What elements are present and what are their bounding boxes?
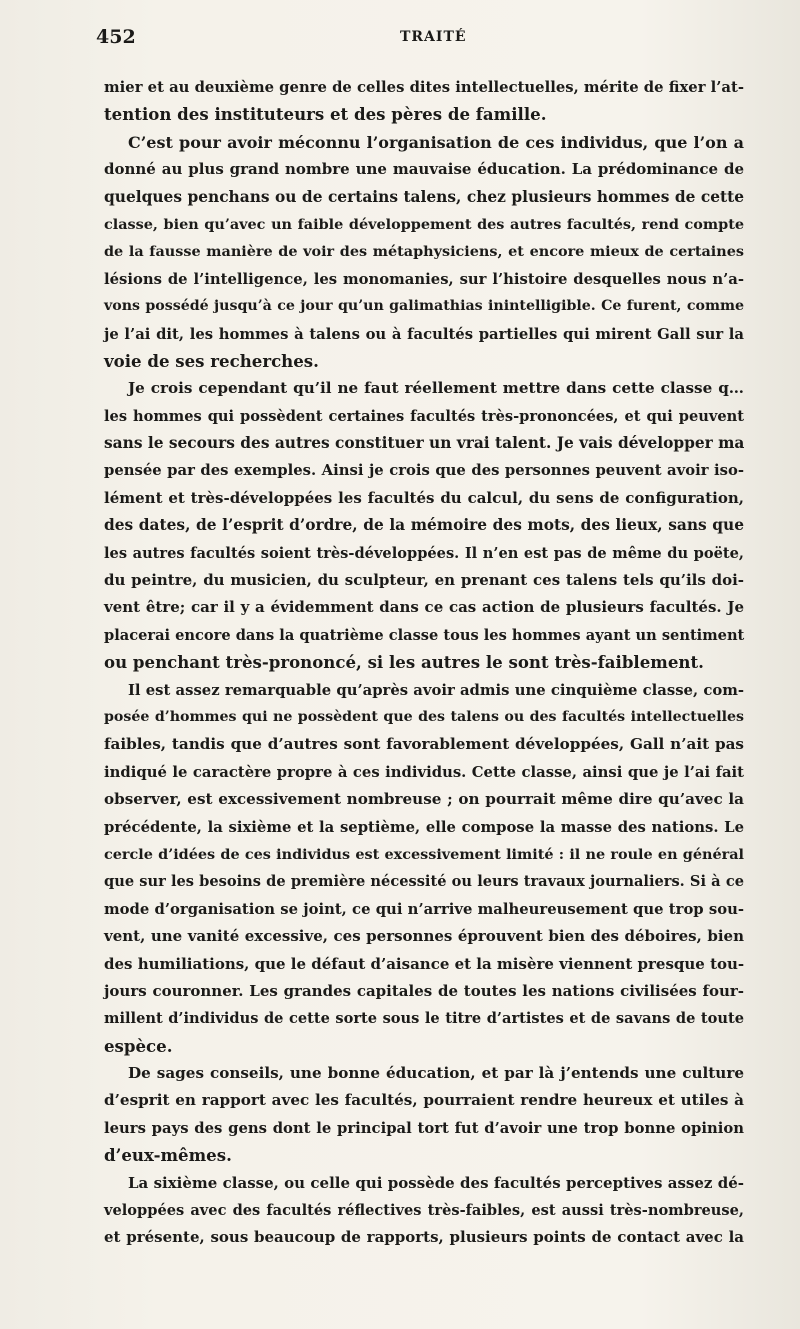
text-line: je l’ai dit, les hommes à talens ou à facultés partielles qui mirent Gall sur la xyxy=(104,325,744,343)
text-line: tention des instituteurs et des pères de famille. xyxy=(104,104,547,125)
text-line: précédente, la sixième et la septième, elle compose la masse des nations. Le xyxy=(104,818,744,836)
text-line: quelques penchans ou de certains talens, chez plusieurs hommes de cette xyxy=(104,187,744,206)
text-line: lément et très-développées les facultés du calcul, du sens de configuration, xyxy=(104,488,744,507)
text-line: que sur les besoins de première nécessité ou leurs travaux journaliers. Si à ce xyxy=(104,873,744,891)
text-line: jours couronner. Les grandes capitales de toutes les nations civilisées four- xyxy=(104,981,744,1000)
text-line: Je crois cependant qu’il ne faut réellement mettre dans cette classe q… xyxy=(128,379,744,398)
text-line: observer, est excessivement nombreuse ; on pourrait même dire qu’avec la xyxy=(104,790,744,809)
text-line: ou penchant très-prononcé, si les autres le sont très-faiblement. xyxy=(104,652,704,673)
body-text xyxy=(104,74,744,1252)
text-line: mode d’organisation se joint, ce qui n’arrive malheureusement que trop sou- xyxy=(104,900,744,918)
text-line: mier et au deuxième genre de celles dites intellectuelles, mérite de fixer l’at- xyxy=(104,79,744,96)
text-line: du peintre, du musicien, du sculpteur, en prenant ces talens tels qu’ils doi- xyxy=(104,571,744,590)
text-line: donné au plus grand nombre une mauvaise éducation. La prédominance de xyxy=(104,160,744,179)
text-line: d’eux-mêmes. xyxy=(104,1145,232,1166)
text-line: des dates, de l’esprit d’ordre, de la mémoire des mots, des lieux, sans que xyxy=(104,516,744,535)
text-line: voie de ses recherches. xyxy=(104,350,319,371)
page-number: 452 xyxy=(96,26,136,48)
text-line: Il est assez remarquable qu’après avoir admis une cinquième classe, com- xyxy=(128,681,744,699)
text-line: les hommes qui possèdent certaines facultés très-prononcées, et qui peuvent xyxy=(104,407,744,425)
text-line: indiqué le caractère propre à ces individus. Cette classe, ainsi que je l’ai fait xyxy=(104,763,744,781)
text-line: posée d’hommes qui ne possèdent que des talens ou des facultés intellectuelles xyxy=(104,708,744,725)
text-line: et présente, sous beaucoup de rapports, plusieurs points de contact avec la xyxy=(104,1228,744,1247)
text-line: leurs pays des gens dont le principal tort fut d’avoir une trop bonne opinion xyxy=(104,1119,744,1137)
text-line: d’esprit en rapport avec les facultés, pourraient rendre heureux et utiles à xyxy=(104,1091,744,1110)
text-line: des humiliations, que le défaut d’aisance et la misère viennent presque tou- xyxy=(104,954,745,973)
running-title: TRAITÉ xyxy=(400,29,467,45)
text-line: de la fausse manière de voir des métaphysiciens, et encore mieux de certaines xyxy=(104,243,744,261)
text-line: cercle d’idées de ces individus est excessivement limité : il ne roule en général xyxy=(104,845,744,863)
text-line: classe, bien qu’avec un faible développement des autres facultés, rend compte xyxy=(104,215,744,233)
text-line: vons possédé jusqu’à ce jour qu’un galimathias inintelligible. Ce furent, comme xyxy=(104,298,744,315)
text-line: vent être; car il y a évidemment dans ce cas action de plusieurs facultés. Je xyxy=(104,598,744,617)
text-line: La sixième classe, ou celle qui possède des facultés perceptives assez dé- xyxy=(128,1173,744,1192)
text-line: faibles, tandis que d’autres sont favorablement développées, Gall n’ait pas xyxy=(104,735,744,754)
text-line: vent, une vanité excessive, ces personnes éprouvent bien des déboires, bien xyxy=(104,927,744,946)
page-header xyxy=(96,26,736,56)
text-line: lésions de l’intelligence, les monomanies, sur l’histoire desquelles nous n’a- xyxy=(104,270,744,288)
text-line: sans le secours des autres constituer un vrai talent. Je vais développer ma xyxy=(104,434,745,453)
text-line: C’est pour avoir méconnu l’organisation de ces individus, que l’on a xyxy=(128,132,744,152)
text-line: espèce. xyxy=(104,1035,173,1056)
text-line: millent d’individus de cette sorte sous le titre d’artistes et de savans de toute xyxy=(104,1010,744,1028)
text-line: veloppées avec des facultés réflectives très-faibles, est aussi très-nombreuse, xyxy=(104,1202,744,1220)
text-line: les autres facultés soient très-développées. Il n’en est pas de même du poëte, xyxy=(104,544,744,562)
text-line: De sages conseils, une bonne éducation, et par là j’entends une culture xyxy=(128,1064,744,1083)
text-line: pensée par des exemples. Ainsi je crois que des personnes peuvent avoir iso- xyxy=(104,462,744,480)
text-line: placerai encore dans la quatrième classe tous les hommes ayant un sentiment xyxy=(104,626,745,644)
